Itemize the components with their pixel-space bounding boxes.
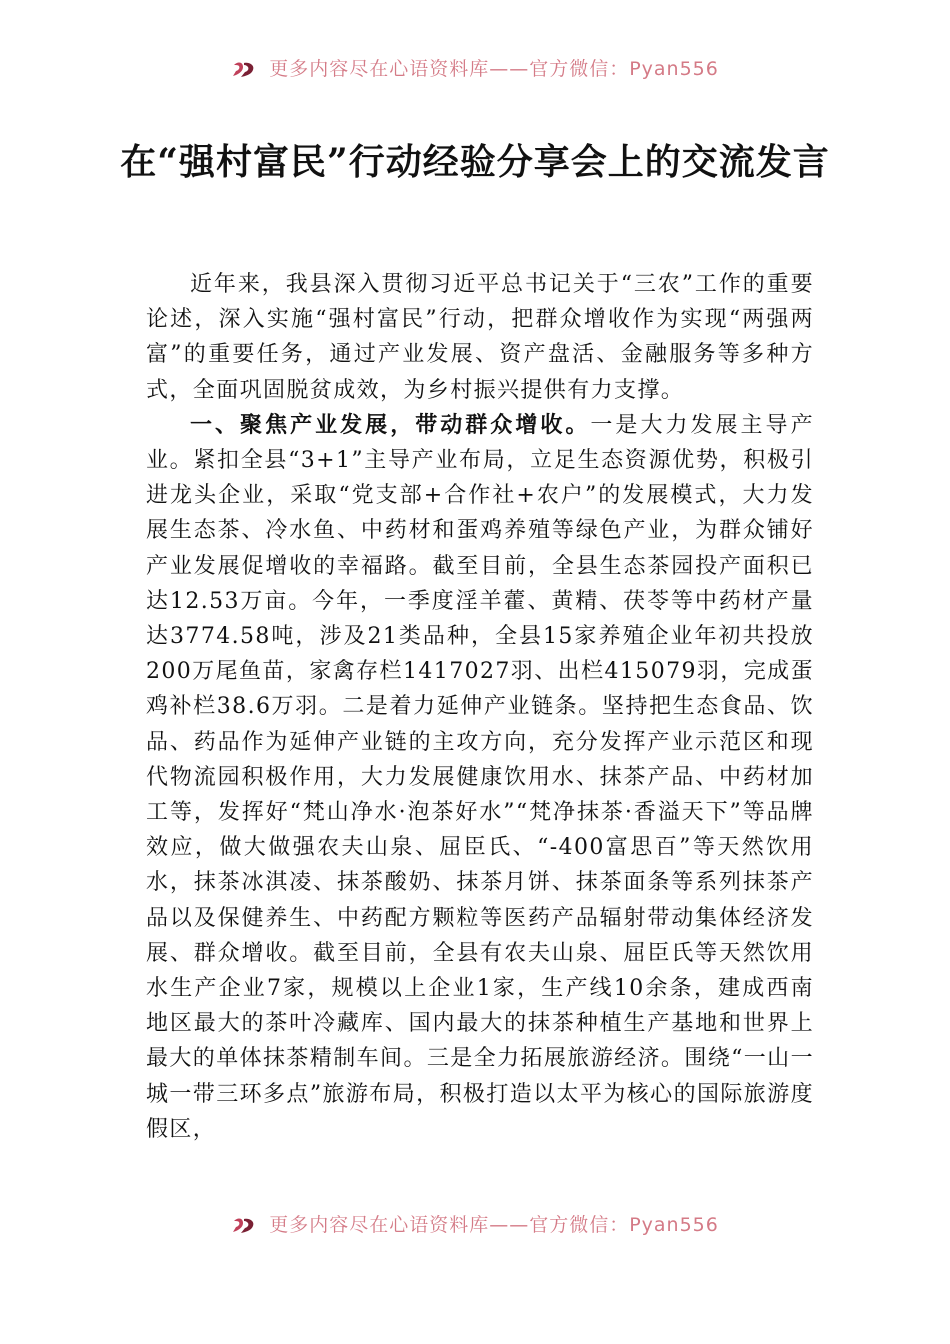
document-body: [146, 267, 814, 1147]
watermark-header: [0, 52, 950, 86]
section-1-heading: 一、聚焦产业发展，带动群众增收。: [190, 411, 591, 438]
logo-icon: [231, 1215, 257, 1235]
watermark-text: 更多内容尽在心语资料库——官方微信：Pyan556: [269, 58, 719, 80]
section-1-paragraph: [146, 408, 814, 1147]
logo-icon: [231, 59, 257, 79]
intro-paragraph: 近年来，我县深入贯彻习近平总书记关于“三农”工作的重要论述，深入实施“强村富民”行动，把群众增收作为实现“两强两富”的重要任务，通过产业发展、资产盘活、金融服务等多种方式，全面巩固脱贫成效，为乡村振兴提供有力支撑。: [146, 272, 814, 403]
section-1-text: 一是大力发展主导产业。紧扣全县“3+1”主导产业布局，立足生态资源优势，积极引进龙头企业，采取“党支部+合作社+农户”的发展模式，大力发展生态茶、冷水鱼、中药材和蛋鸡养殖等绿色产业，为群众铺好产业发展促增收的幸福路。截至目前，全县生态茶园投产面积已达12.53万亩。今年，一季度淫羊藿、黄精、茯苓等中药材产量达3774.58吨，涉及21类品种，全县15家养殖企业年初共投放200万尾鱼苗，家禽存栏1417027羽、出栏415079羽，完成蛋鸡补栏38.6万羽。二是着力延伸产业链条。坚持把生态食品、饮品、药品作为延伸产业链的主攻方向，充分发挥产业示范区和现代物流园积极作用，大力发展健康饮用水、抹茶产品、中药材加工等，发挥好“梵山净水·泡茶好水”“梵净抹茶·香溢天下”等品牌效应，做大做强农夫山泉、屈臣氏、“-400富思百”等天然饮用水，抹茶冰淇凌、抹茶酸奶、抹茶月饼、抹茶面条等系列抹茶产品以及保健养生、中药配方颗粒等医药产品辐射带动集体经济发展、群众增收。截至目前，全县有农夫山泉、屈臣氏等天然饮用水生产企业7家，规模以上企业1家，生产线10余条，建成西南地区最大的茶叶冷藏库、国内最大的抹茶种植生产基地和世界上最大的单体抹茶精制车间。三是全力拓展旅游经济。围绕“一山一城一带三环多点”旅游布局，积极打造以太平为核心的国际旅游度假区，: [146, 412, 814, 1142]
watermark-footer: [0, 1208, 950, 1242]
watermark-text: 更多内容尽在心语资料库——官方微信：Pyan556: [269, 1214, 719, 1236]
document-title: 在“强村富民”行动经验分享会上的交流发言: [120, 141, 830, 183]
